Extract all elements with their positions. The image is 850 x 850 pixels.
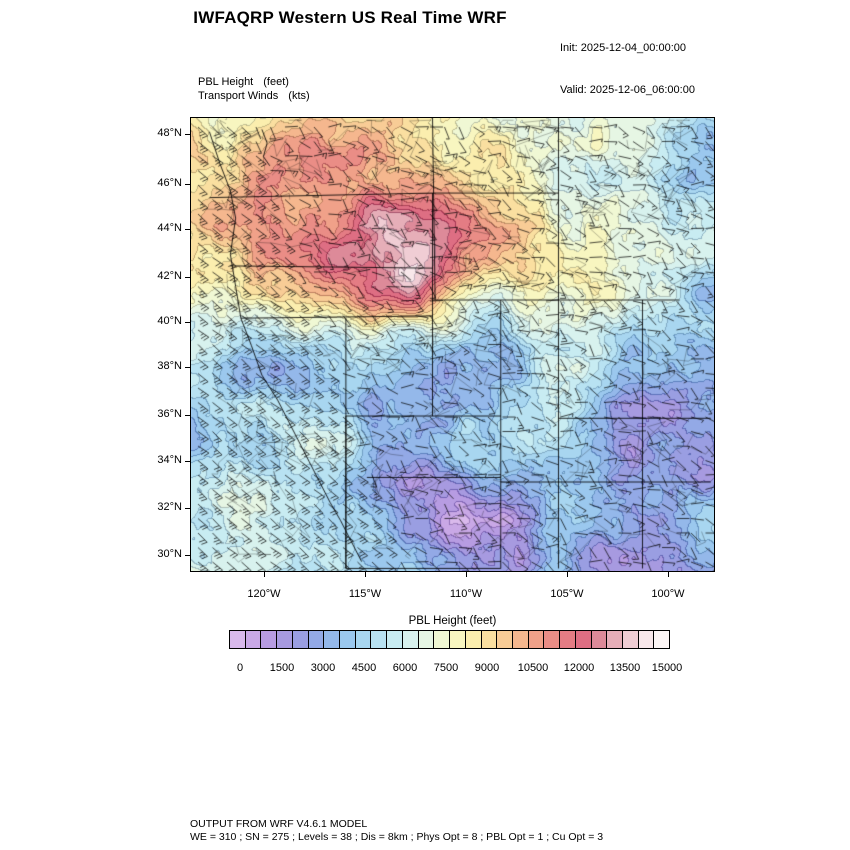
map-frame <box>190 117 715 572</box>
lat-tick <box>185 555 190 556</box>
colorbar-tick-labels <box>190 662 715 676</box>
colorbar-tick-label: 12000 <box>563 662 595 674</box>
colorbar-swatch <box>261 631 277 648</box>
lon-tick <box>668 572 669 577</box>
lat-tick-label: 30°N <box>157 548 182 560</box>
field-label-winds-unit: (kts) <box>288 90 310 102</box>
lat-tick-label: 42°N <box>157 270 182 282</box>
map-plot-area <box>190 117 715 572</box>
colorbar-swatch <box>340 631 356 648</box>
colorbar-swatch <box>387 631 403 648</box>
colorbar-swatch <box>592 631 608 648</box>
footer-line-2: WE = 310 ; SN = 275 ; Levels = 38 ; Dis = 8km ; Phys Opt = 8 ; PBL Opt = 1 ; Cu Opt = 3 <box>190 831 604 843</box>
lon-tick-label: 110°W <box>449 588 483 600</box>
pbl-height-field <box>191 118 715 572</box>
lat-tick <box>185 277 190 278</box>
lat-tick <box>185 184 190 185</box>
field-label-winds <box>198 89 310 103</box>
lon-tick <box>466 572 467 577</box>
lon-tick <box>567 572 568 577</box>
colorbar-swatch <box>544 631 560 648</box>
colorbar-tick-label: 15000 <box>651 662 683 674</box>
lat-tick <box>185 229 190 230</box>
colorbar-swatch <box>403 631 419 648</box>
colorbar-tick-label: 9000 <box>474 662 500 674</box>
field-label-winds-name: Transport Winds <box>198 90 279 102</box>
lat-tick-label: 36°N <box>157 408 182 420</box>
colorbar-swatch <box>623 631 639 648</box>
colorbar-swatch <box>324 631 340 648</box>
lon-tick-label: 100°W <box>651 588 685 600</box>
colorbar-swatch <box>246 631 262 648</box>
colorbar-swatch <box>466 631 482 648</box>
colorbar-tick-label: 4500 <box>351 662 377 674</box>
valid-time: Valid: 2025-12-06_06:00:00 <box>560 84 695 96</box>
colorbar-swatch <box>513 631 529 648</box>
colorbar-swatch <box>639 631 655 648</box>
lat-tick <box>185 322 190 323</box>
lat-tick <box>185 461 190 462</box>
lat-tick <box>185 367 190 368</box>
init-time: Init: 2025-12-04_00:00:00 <box>560 42 686 54</box>
lat-tick-label: 44°N <box>157 222 182 234</box>
field-label-pbl <box>198 75 310 89</box>
model-run-info <box>560 13 695 111</box>
lat-tick-label: 38°N <box>157 360 182 372</box>
colorbar-swatch <box>607 631 623 648</box>
colorbar-swatch <box>371 631 387 648</box>
colorbar-tick-label: 1500 <box>269 662 295 674</box>
colorbar-swatch <box>356 631 372 648</box>
lat-tick-label: 32°N <box>157 501 182 513</box>
lat-tick-label: 46°N <box>157 177 182 189</box>
colorbar-swatch <box>293 631 309 648</box>
colorbar-tick-label: 10500 <box>517 662 549 674</box>
lat-tick <box>185 415 190 416</box>
footer-line-1: OUTPUT FROM WRF V4.6.1 MODEL <box>190 818 368 830</box>
colorbar-swatch <box>434 631 450 648</box>
colorbar-tick-label: 13500 <box>609 662 641 674</box>
colorbar-swatch <box>560 631 576 648</box>
colorbar-tick-label: 7500 <box>433 662 459 674</box>
model-output-footer <box>190 818 603 844</box>
colorbar-swatch <box>230 631 246 648</box>
lat-tick-label: 48°N <box>157 127 182 139</box>
colorbar-tick-label: 3000 <box>310 662 336 674</box>
lon-tick-label: 115°W <box>348 588 382 600</box>
page-title: IWFAQRP Western US Real Time WRF <box>193 8 507 27</box>
lat-tick <box>185 508 190 509</box>
field-labels <box>198 75 310 103</box>
field-label-pbl-name: PBL Height <box>198 76 254 88</box>
lat-tick-label: 34°N <box>157 454 182 466</box>
lon-tick <box>264 572 265 577</box>
colorbar-swatch <box>419 631 435 648</box>
colorbar-swatch <box>450 631 466 648</box>
colorbar-tick-label: 6000 <box>392 662 418 674</box>
colorbar-swatch <box>482 631 498 648</box>
colorbar-swatch <box>529 631 545 648</box>
lon-tick-label: 120°W <box>247 588 281 600</box>
lat-tick-label: 40°N <box>157 315 182 327</box>
lon-tick <box>365 572 366 577</box>
colorbar-title: PBL Height (feet) <box>408 615 497 627</box>
colorbar-tick-label: 0 <box>236 662 244 674</box>
colorbar-swatch <box>309 631 325 648</box>
field-label-pbl-unit: (feet) <box>263 76 289 88</box>
lat-tick <box>185 134 190 135</box>
lon-tick-label: 105°W <box>550 588 584 600</box>
colorbar-swatch <box>497 631 513 648</box>
colorbar-swatch <box>277 631 293 648</box>
colorbar <box>229 630 670 649</box>
colorbar-swatch <box>576 631 592 648</box>
colorbar-swatch <box>654 631 669 648</box>
